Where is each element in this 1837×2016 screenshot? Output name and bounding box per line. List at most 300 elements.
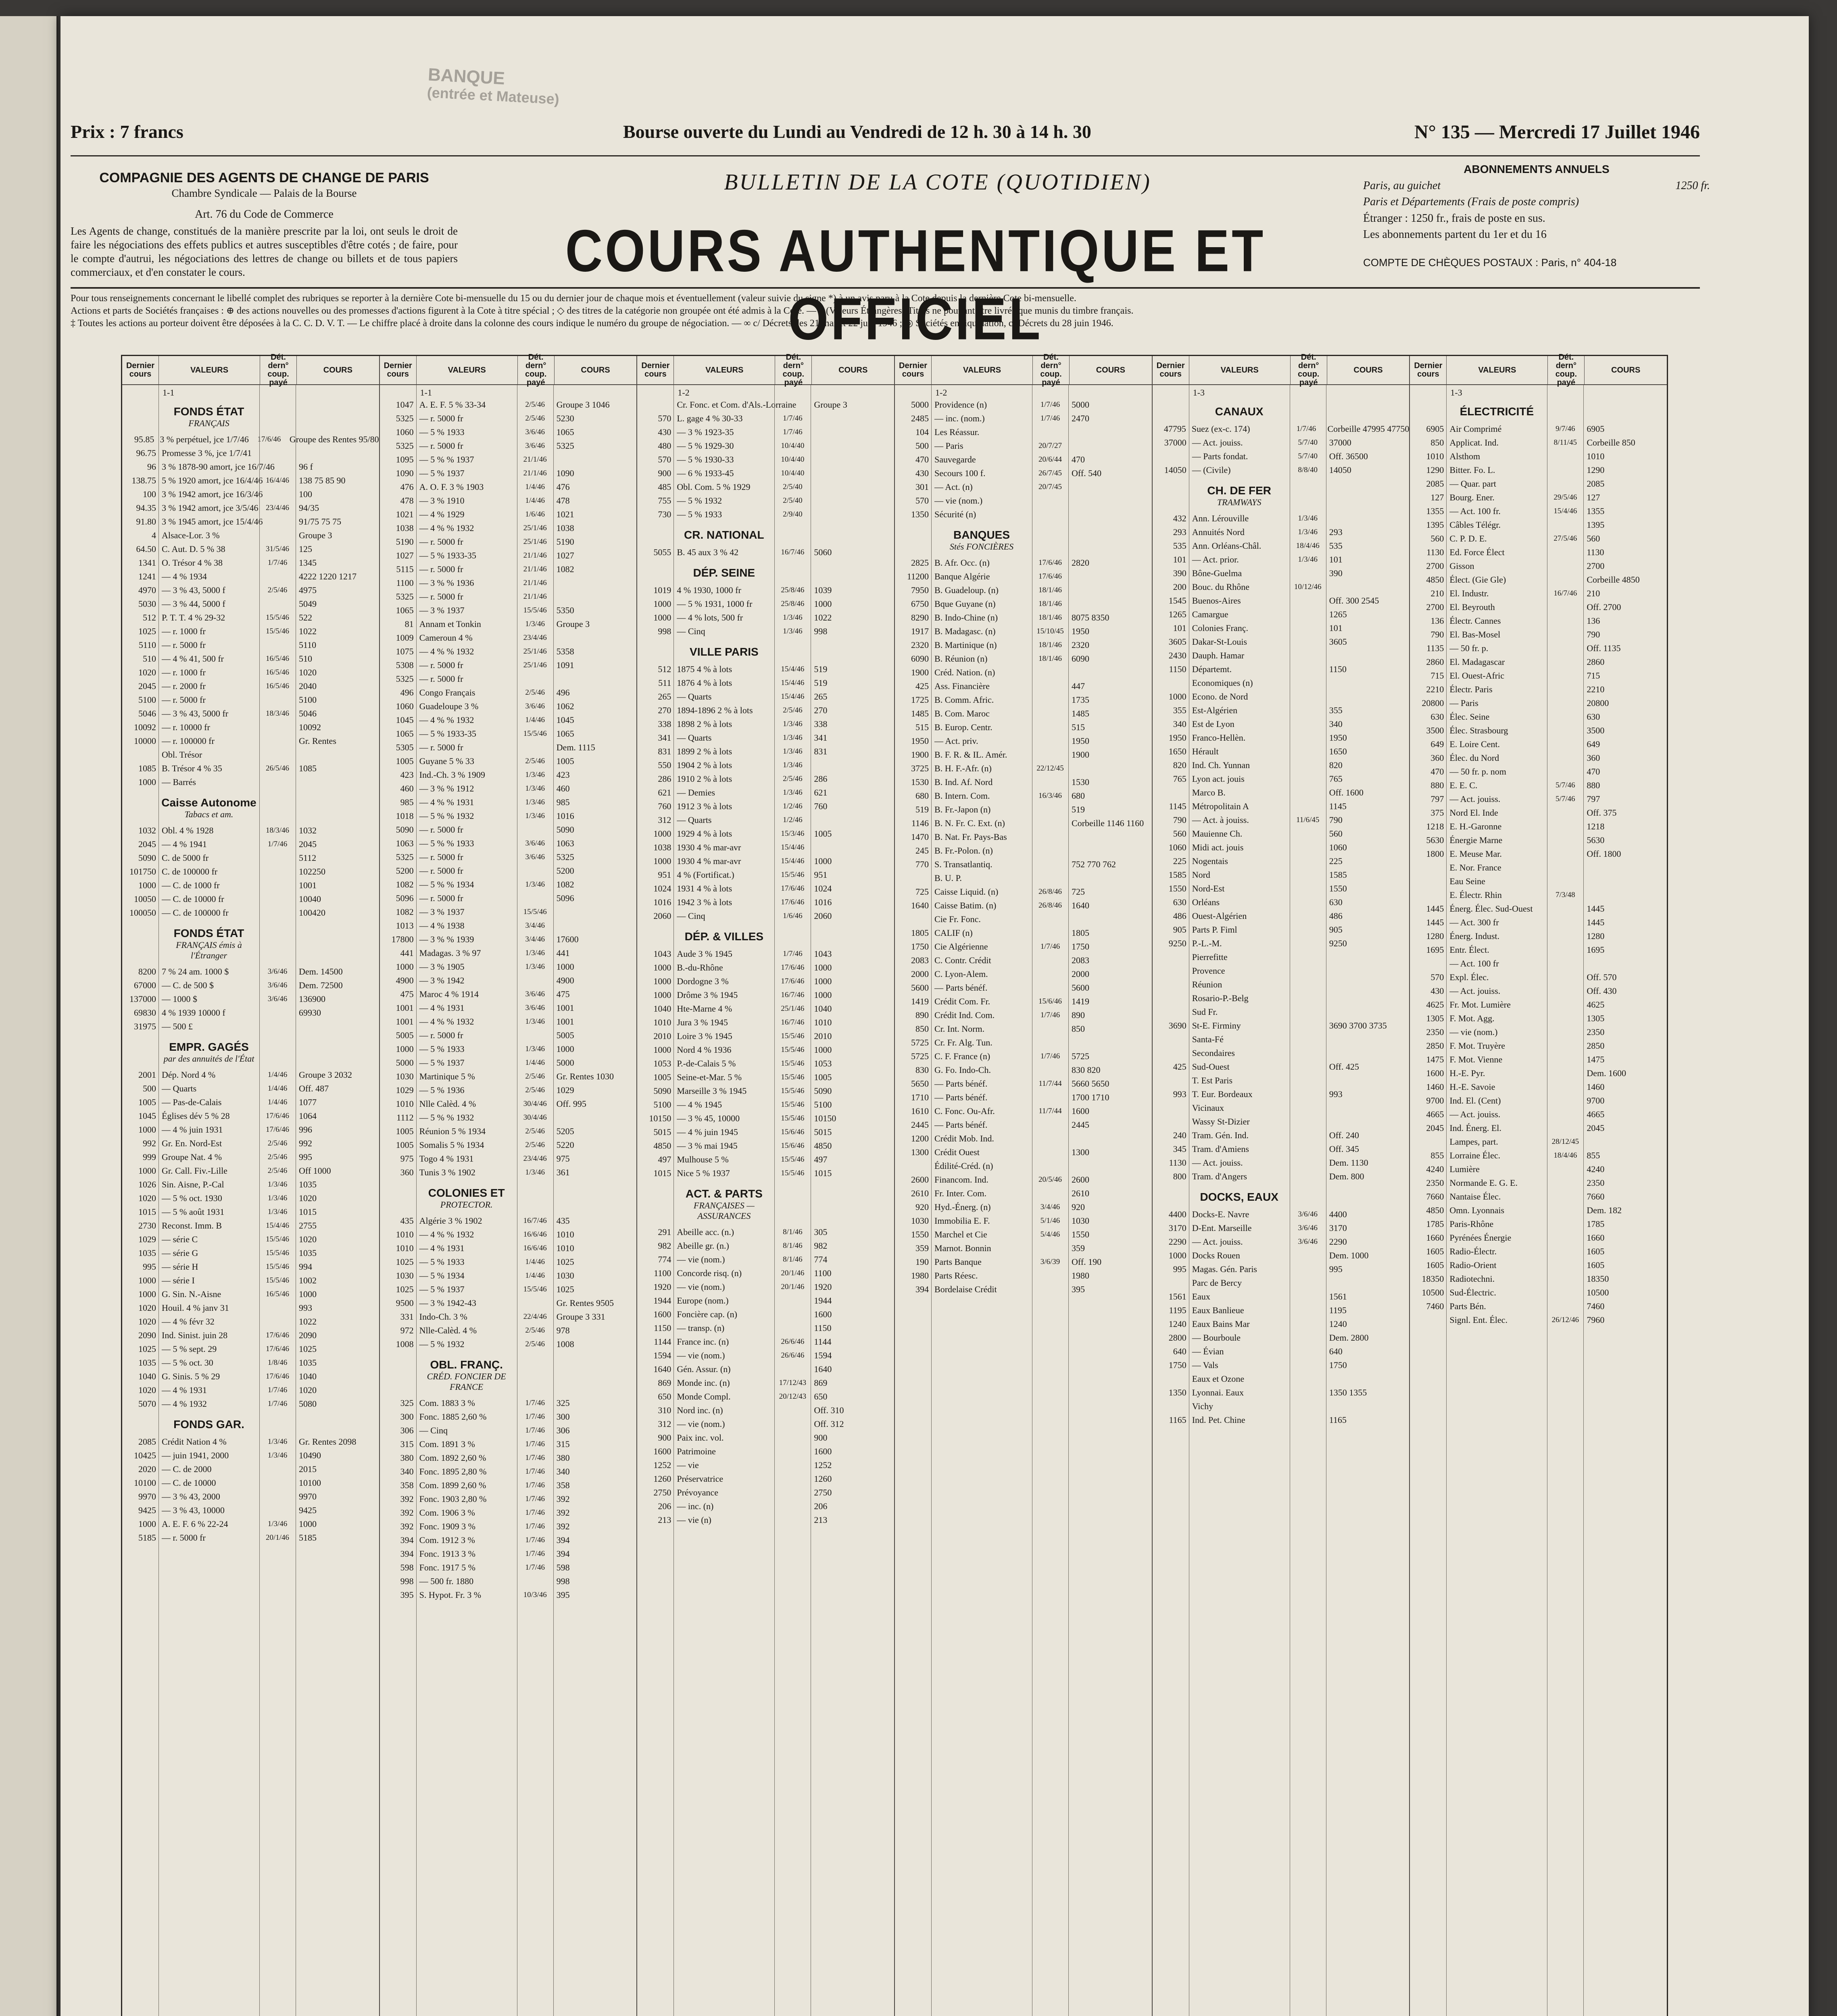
quote-row [380,1125,637,1138]
last-price: 101 [1173,554,1186,564]
quote-row [637,1486,894,1500]
quoted-price: 390 [1329,568,1343,578]
quoted-price: 5350 [556,605,574,615]
quote-row [380,823,637,837]
quoted-price: Off. 1135 [1587,643,1621,653]
security-name: Tunis 3 % 1902 [419,1167,475,1177]
header-detachement: Dét. dern° coup. payé [518,356,555,384]
last-price: 774 [658,1254,671,1264]
coupon-date [1290,827,1326,841]
quote-row [380,837,637,850]
quote-row [895,707,1152,721]
quote-row [1153,950,1410,964]
security-name: Bône-Guelma [1192,568,1242,578]
quoted-price: 1561 [1329,1291,1347,1302]
security-name: Ind. El. (Cent) [1449,1095,1501,1106]
last-price: 1950 [911,736,929,746]
security-name: — 4 % 1931 [419,1243,465,1253]
quoted-price: Off. 570 [1587,972,1617,982]
quote-row [380,1506,637,1520]
quote-row [895,611,1152,625]
coupon-date [1290,1129,1326,1142]
security-name: 1942 3 % à lots [677,897,732,907]
coupon-date: 17/6/46 [1038,558,1062,567]
quote-row [122,1068,379,1082]
last-price: 360 [400,1167,414,1177]
last-price: 225 [1173,856,1186,866]
last-price: 1000 [653,599,671,609]
last-price: 1600 [653,1309,671,1319]
last-price: 920 [915,1202,929,1212]
coupon-date: 18/1/46 [1038,641,1062,649]
header-detachement: Dét. dern° coup. payé [1033,356,1070,384]
last-price [1410,1135,1446,1149]
coupon-date [517,741,553,754]
last-price: 291 [658,1227,671,1237]
quote-row [1153,1345,1410,1358]
quote-row [1153,1046,1410,1060]
security-name: Omn. Lyonnais [1449,1205,1505,1215]
last-price: 535 [1173,541,1186,551]
quoted-price: 1218 [1587,821,1605,831]
security-name: — série I [162,1275,195,1285]
coupon-date: 30/4/46 [523,1113,547,1122]
last-price: 7950 [911,585,929,595]
quoted-price: 850 [1072,1024,1085,1034]
quote-row [380,1241,637,1255]
quote-row [1410,1162,1667,1176]
quoted-price: 1350 1355 [1329,1387,1367,1397]
coupon-date: 1/7/46 [1040,1052,1060,1060]
coupon-date [1290,1386,1326,1400]
last-price: 1341 [138,558,156,568]
security-name: Entr. Élect. [1449,945,1489,955]
security-name: — 5 % août 1931 [162,1207,225,1217]
publisher-text: Les Agents de change, constitués de la manière prescrite par la loi, ont seuls le droit de faire les négociations des effets publics et autres susceptibles d'être cotés ; de faire, pour le compte d'autrui, les négociations des lettres de change ou billets et de tous papiers commerciaux, et d'en constater le cours. [71,225,458,278]
quote-row [1153,786,1410,800]
last-price: 650 [658,1391,671,1402]
security-name: Signl. Ent. Élec. [1449,1315,1508,1325]
quote-row [637,947,894,961]
quote-row [122,1006,379,1020]
coupon-date: 1/4/46 [525,1271,545,1280]
quote-row [122,1137,379,1150]
quote-row [895,652,1152,666]
header-dernier-cours: Dernier cours [637,356,674,384]
column-header [1153,353,1410,387]
quoted-price [1068,425,1152,439]
quote-row [380,782,637,796]
quoted-price: 1750 [1072,941,1090,952]
coupon-date [1290,1046,1326,1060]
security-name: — 5 % 1929-30 [677,441,734,451]
coupon-date [1547,875,1583,888]
last-price: 94.35 [136,503,156,513]
last-price [895,912,931,926]
last-price: 1020 [138,1316,156,1327]
coupon-date [1547,655,1583,669]
quote-row [637,425,894,439]
coupon-date [1290,1019,1326,1033]
coupon-date [1290,991,1326,1005]
coupon-date [1547,902,1583,916]
quote-row [637,1084,894,1098]
quote-row [1153,896,1410,909]
quoted-price: 5358 [556,646,574,656]
quoted-price: 3500 [1587,725,1605,735]
quote-row [122,721,379,734]
security-name: Parts Bén. [1449,1301,1486,1311]
quote-row [122,992,379,1006]
last-price: 1260 [653,1474,671,1484]
security-name: — Quarts [677,691,712,702]
security-name: Préservatrice [677,1474,724,1484]
quote-row [122,679,379,693]
quote-row [122,1449,379,1462]
last-price: 240 [1173,1130,1186,1140]
quote-row [122,906,379,920]
security-name: Tram. d'Amiens [1192,1144,1249,1154]
quote-row [122,460,379,474]
quote-row [637,546,894,559]
coupon-date [1290,1170,1326,1183]
coupon-date [1290,566,1326,580]
coupon-date [259,487,296,501]
coupon-date [774,1321,811,1335]
last-price: 1008 [396,1339,414,1349]
coupon-date: 16/5/46 [265,668,290,677]
security-name: — 4 % % 1932 [419,646,474,656]
security-name: — Paris [1449,698,1478,708]
quoted-price: 535 [1329,541,1343,551]
security-name: — (Civile) [1192,465,1231,475]
last-price: 6905 [1426,424,1444,434]
coupon-date [517,891,553,905]
quoted-price: 1030 [1072,1216,1090,1226]
quoted-price: 1022 [299,626,317,636]
quoted-price: 1032 [299,825,317,835]
security-name: Togo 4 % 1931 [419,1154,474,1164]
bulletin-subtitle: BULLETIN DE LA COTE (QUOTIDIEN) [724,170,1151,195]
last-price: 850 [915,1024,929,1034]
quote-row [380,905,637,919]
quote-row [380,1138,637,1152]
last-price: 47795 [1164,424,1186,434]
last-price: 1009 [396,633,414,643]
security-name: — 4 % juin 1945 [677,1127,738,1137]
security-name: H.-E. Pyr. [1449,1068,1485,1078]
coupon-date [1032,1269,1068,1283]
security-name: — r. 5000 fr [419,591,463,602]
quoted-price: 1045 [556,715,574,725]
coupon-date: 2/5/40 [783,483,803,491]
quoted-price: 5060 [814,547,832,557]
last-price: 831 [658,746,671,756]
security-name: Fonc. 1917 5 % [419,1562,475,1572]
coupon-date: 11/6/45 [1296,816,1320,824]
coupon-date: 17/6/46 [265,1331,290,1339]
quoted-price: 395 [1072,1284,1085,1294]
quoted-price: 5200 [556,866,574,876]
coupon-date [1547,751,1583,765]
last-price: 570 [915,496,929,506]
coupon-date [1547,998,1583,1012]
quoted-price: 1008 [556,1339,574,1349]
last-price: 1095 [396,454,414,464]
subscription-foreign: Étranger : 1250 fr., frais de poste en sus. [1363,212,1545,225]
quoted-price [1068,480,1152,494]
quoted-price: 2700 [1587,561,1605,571]
security-name: Promesse 3 %, jce 1/7/41 [162,448,252,458]
quoted-price: 1355 [1587,506,1605,516]
last-price: 1150 [1169,664,1186,674]
last-price [1410,1313,1446,1327]
quote-row [122,1095,379,1109]
quoted-price: Groupe 3 2032 [299,1070,352,1080]
security-name: Annuités Nord [1192,527,1245,537]
coupon-date [259,775,296,789]
coupon-date [259,1504,296,1517]
last-price [1153,1400,1189,1413]
last-price: 315 [400,1439,414,1449]
last-price: 358 [400,1480,414,1490]
security-name: Nantaise Élec. [1449,1191,1501,1202]
security-name: — r. 5000 fr [419,537,463,547]
coupon-date [1032,803,1068,816]
last-price: 10425 [134,1450,156,1460]
coupon-date: 16/7/46 [781,548,805,556]
last-price [1153,1005,1189,1019]
quoted-price: 2045 [1587,1123,1605,1133]
quote-row [895,583,1152,597]
security-name: Radiotechni. [1449,1274,1495,1284]
quote-row [637,1016,894,1029]
security-name: — Act. jouiss. [1192,1158,1243,1168]
security-name: C. Aut. D. 5 % 38 [162,544,225,554]
section-heading: ACT. & PARTS FRANÇAISES — ASSURANCES [685,1187,763,1221]
quote-row [637,1225,894,1239]
coupon-date [1290,1249,1326,1262]
quote-row [1410,833,1667,847]
coupon-date [259,1315,296,1329]
last-price: 5325 [396,674,414,684]
price: Prix : 7 francs [71,121,183,142]
security-name: C. de 5000 fr [162,853,209,863]
last-price: 1025 [396,1284,414,1294]
last-price: 5046 [138,708,156,719]
quote-row [380,1111,637,1125]
security-name: Ind. Sinist. juin 28 [162,1330,228,1340]
quoted-price [1068,597,1152,611]
quoted-price: Dem. 14500 [299,966,343,977]
quoted-price: 265 [814,691,828,702]
last-price: 4850 [653,1141,671,1151]
quoted-price: 8075 8350 [1072,612,1109,623]
security-name: — C. de 10000 [162,1478,216,1488]
quote-row [380,1097,637,1111]
security-name: — Act. (n) [934,482,973,492]
last-price: 245 [915,846,929,856]
quoted-price: 1064 [299,1111,317,1121]
security-name: — 4 % % 1932 [419,523,474,533]
last-price: 1585 [1168,870,1186,880]
security-name: — C. de 10000 fr [162,894,224,904]
last-price: 1013 [396,921,414,931]
quote-row [380,398,637,412]
quoted-price: 2445 [1072,1120,1090,1130]
group-index: 1-3 [1450,387,1462,398]
quoted-price: 890 [1072,1010,1085,1020]
coupon-date [259,570,296,583]
quote-row [637,1153,894,1166]
last-price: 715 [1430,671,1444,681]
coupon-date [1547,1190,1583,1204]
security-name: Dép. Nord 4 % [162,1070,216,1080]
coupon-date: 2/5/46 [525,414,545,423]
quoted-price: 1027 [556,550,574,560]
coupon-date [517,864,553,878]
quote-row [380,521,637,535]
coupon-date: 18/4/46 [1296,541,1320,550]
last-price: 760 [658,801,671,811]
quoted-price [1326,964,1410,978]
quote-row [122,1123,379,1137]
quoted-price: 2755 [299,1220,317,1231]
quoted-price: 1900 [1072,750,1090,760]
quoted-price: 5325 [556,441,574,451]
coupon-date: 2/5/46 [525,1072,545,1081]
coupon-date: 1/7/46 [267,558,288,567]
coupon-date [1032,748,1068,762]
security-name: — Cinq [677,626,705,636]
quote-row [1410,1190,1667,1204]
security-name: Eau Seine [1449,876,1485,886]
column-header [380,353,637,387]
quoted-price [811,480,894,494]
quote-row [380,768,637,782]
coupon-date: 15/5/46 [781,1087,805,1095]
coupon-date [517,974,553,987]
security-name: 1930 4 % mar-avr [677,856,741,866]
quoted-price: 560 [1587,533,1600,544]
security-name: Obl. Com. 5 % 1929 [677,482,751,492]
security-name: — 3 % 1942 [419,975,465,985]
last-price: 301 [915,482,929,492]
quoted-price: 869 [814,1378,828,1388]
coupon-date [259,906,296,920]
quote-row [1153,800,1410,813]
quote-row [637,1070,894,1084]
quote-row [380,1337,637,1351]
coupon-date: 5/7/40 [1298,438,1318,447]
quote-row [895,844,1152,858]
coupon-date: 1/3/46 [267,1208,288,1216]
security-name: — Parts bénéf. [934,983,988,993]
security-name: Pierrefitte [1192,952,1228,962]
coupon-date: 16/7/46 [1553,589,1577,598]
coupon-date: 1/3/46 [783,747,803,756]
last-price: 9970 [138,1491,156,1502]
last-price: 1000 [653,829,671,839]
quote-row [1410,929,1667,943]
coupon-date: 21/1/46 [523,579,547,587]
coupon-date: 1/3/46 [267,1194,288,1202]
security-name: — Paris [934,441,963,451]
security-name: Ann. Orléans-Châl. [1192,541,1262,551]
security-name: Dakar-St-Louis [1192,637,1247,647]
coupon-date: 17/6/46 [781,884,805,893]
quoted-price: 1020 [299,667,317,677]
quoted-price: Off. 1800 [1587,849,1621,859]
security-name: Élec. du Nord [1449,753,1499,763]
security-name: Com. 1883 3 % [419,1398,475,1408]
last-price: 325 [400,1398,414,1408]
last-price: 1005 [396,756,414,766]
last-price: 394 [400,1549,414,1559]
quoted-price [811,467,894,480]
last-price: 570 [1430,972,1444,982]
quoted-price: 1460 [1587,1082,1605,1092]
last-price: 5096 [396,893,414,903]
last-price: 995 [1173,1264,1186,1274]
security-name: Eaux [1192,1291,1210,1302]
coupon-date [1547,1094,1583,1108]
coupon-date [1547,943,1583,957]
security-name: Ind. Ch. Yunnan [1192,760,1250,770]
quoted-price: 1000 [814,856,832,866]
security-name: Normande E. G. E. [1449,1178,1518,1188]
coupon-date [1290,1413,1326,1427]
security-name: Com. 1892 2,60 % [419,1453,486,1463]
last-price: 1950 [1168,733,1186,743]
quote-row [637,453,894,467]
security-name: Câbles Télégr. [1449,520,1501,530]
last-price: 1920 [653,1282,671,1292]
coupon-date: 5/7/46 [1556,781,1575,789]
last-price: 1144 [654,1337,671,1347]
security-name: 4 % 1939 10000 f [162,1008,225,1018]
quoted-price [1326,1033,1410,1046]
quote-row [380,700,637,713]
header-valeurs: VALEURS [1189,356,1291,384]
quoted-price: 1015 [814,1168,832,1178]
masthead-title: COURS AUTHENTIQUE ET OFFICIEL [565,218,1266,352]
quoted-price: 621 [814,787,828,798]
quote-row [380,467,637,480]
last-price: 5325 [396,413,414,423]
quote-row [1410,504,1667,518]
last-price: 510 [143,654,156,664]
last-price: 67000 [134,980,156,990]
quoted-price: 998 [814,626,828,636]
column-rule [259,385,260,2016]
security-name: — Act. prior. [1192,554,1239,564]
last-price: 7660 [1426,1191,1444,1202]
last-price: 1800 [1426,849,1444,859]
coupon-date: 10/12/46 [1294,583,1322,591]
security-name: — Act. à jouiss. [1192,815,1249,825]
quoted-price: 1144 [814,1337,832,1347]
last-price: 2825 [911,558,929,568]
last-price: 91.80 [136,516,156,527]
section-heading: ÉLECTRICITÉ [1460,405,1534,418]
security-name: Dordogne 3 % [677,976,729,986]
quote-row [895,556,1152,570]
quote-row [1410,1012,1667,1025]
quote-row [1410,984,1667,998]
quote-row [637,583,894,597]
quoted-price [1326,1372,1410,1386]
